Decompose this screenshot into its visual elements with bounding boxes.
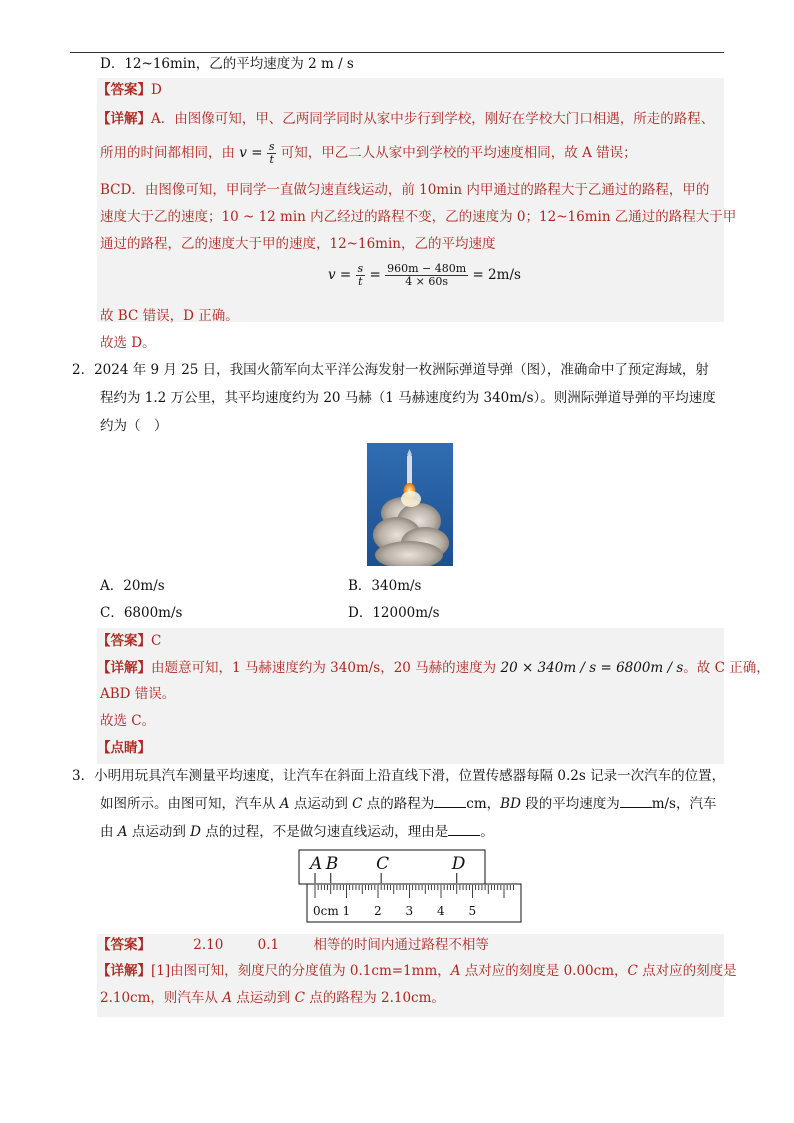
q2-stem-line-1: 2．2024 年 9 月 25 日，我国火箭军向太平洋公海发射一枚洲际弹道导弹（图），准确命中了预定海域，射 [72, 362, 709, 378]
q1-conclusion: 故 BC 错误，D 正确。 [100, 308, 239, 324]
q2-option-b[interactable]: B．340m/s [348, 578, 422, 594]
q1-detail-line-2: 所用的时间都相同，由 v = $\frac{s}{t}$ 可知，甲乙二人从家中到学校的平均速度相同，故 A 错误； [100, 140, 637, 166]
ruler-point-B: B [325, 854, 339, 874]
q2-answer: 【答案】C [97, 633, 162, 649]
ruler-tick-label: 5 [468, 904, 477, 918]
q3-detail-line-1: 【详解】[1]由图可知，刻度尺的分度值为 0.1cm=1mm，A 点对应的刻度是 0.00cm，C 点对应的刻度是 [97, 963, 737, 979]
ruler-point-D: D [451, 854, 466, 874]
q3-answer: 【答案】 2.10 0.1 相等的时间内通过路程不相等 [97, 937, 489, 953]
q2-stem-line-3: 约为（ ） [100, 418, 168, 434]
q3-detail-line-2: 2.10cm，则汽车从 A 点运动到 C 点的路程为 2.10cm。 [100, 990, 445, 1006]
ruler-tick-label: 0cm [313, 904, 339, 918]
q1-detail-line-5: 通过的路程，乙的速度大于甲的速度，12~16min，乙的平均速度 [100, 236, 496, 252]
ruler-tick-label: 3 [405, 904, 414, 918]
q2-option-a[interactable]: A．20m/s [100, 578, 165, 594]
ruler-diagram [297, 849, 525, 925]
q2-comment-tag: 【点睛】 [97, 740, 151, 756]
q1-choose: 故选 D。 [100, 335, 156, 351]
q2-stem-line-2: 程约为 1.2 万公里，其平均速度约为 20 马赫（1 马赫速度约为 340m/s）。则洲际弹道导弹的平均速度 [100, 390, 716, 406]
answer-1: 2.10 [193, 937, 224, 953]
q3-stem-line-1: 3．小明用玩具汽车测量平均速度，让汽车在斜面上沿直线下滑，位置传感器每隔 0.2s 记录一次汽车的位置， [72, 768, 726, 784]
q1-option-d: D．12~16min，乙的平均速度为 2 m / s [100, 56, 354, 72]
detail-tag: 【详解】 [97, 111, 151, 127]
blank-3[interactable] [448, 823, 480, 836]
blank-1[interactable] [434, 795, 466, 808]
missile-launch-image [367, 443, 453, 566]
q2-option-c[interactable]: C．6800m/s [100, 605, 183, 621]
header-rule [70, 52, 724, 53]
ruler-tick-label: 1 [342, 904, 351, 918]
q2-detail-line-1: 【详解】由题意可知，1 马赫速度约为 340m/s，20 马赫的速度为 20 × 340m / s = 6800m / s。故 C 正确， [97, 660, 770, 676]
answer-tag: 【答案】 [97, 82, 151, 98]
ruler-point-A: A [310, 854, 323, 874]
q2-choose: 故选 C。 [100, 713, 156, 729]
q1-detail-line-3: BCD．由图像可知，甲同学一直做匀速直线运动，前 10min 内甲通过的路程大于乙通过的路程，甲的 [100, 182, 710, 198]
q1-detail-line-4: 速度大于乙的速度；10 ~ 12 min 内乙经过的路程不变，乙的速度为 0；12~16min 乙通过的路程大于甲 [100, 209, 737, 225]
q2-detail-line-2: ABD 错误。 [100, 686, 176, 702]
q2-answer-block [97, 628, 724, 764]
ruler-tick-label: 4 [437, 904, 445, 918]
answer-value: D [151, 82, 162, 98]
q1-detail-line-1: 【详解】A．由图像可知，甲、乙两同学同时从家中步行到学校，刚好在学校大门口相遇，所走的路程、 [97, 111, 715, 127]
q2-option-d[interactable]: D．12000m/s [348, 605, 440, 621]
velocity-formula: v = $\frac{s}{t}$ [239, 140, 275, 166]
blank-2[interactable] [620, 795, 652, 808]
answer-3: 相等的时间内通过路程不相等 [313, 937, 489, 953]
q3-stem-line-2: 如图所示。由图可知，汽车从 A 点运动到 C 点的路程为 cm，BD 段的平均速度为 m/s，汽车 [100, 796, 717, 812]
q1-answer [97, 80, 162, 100]
ruler-tick-label: 2 [374, 904, 382, 918]
q1-equation: v = $\frac{s}{t}$ = $\frac{960m - 480m}{4 \times 60s}$ = 2m/s [328, 262, 521, 288]
q3-stem-line-3: 由 A 点运动到 D 点的过程，不是做匀速直线运动，理由是 。 [100, 824, 494, 840]
ruler-point-C: C [376, 854, 390, 874]
answer-2: 0.1 [257, 937, 280, 953]
